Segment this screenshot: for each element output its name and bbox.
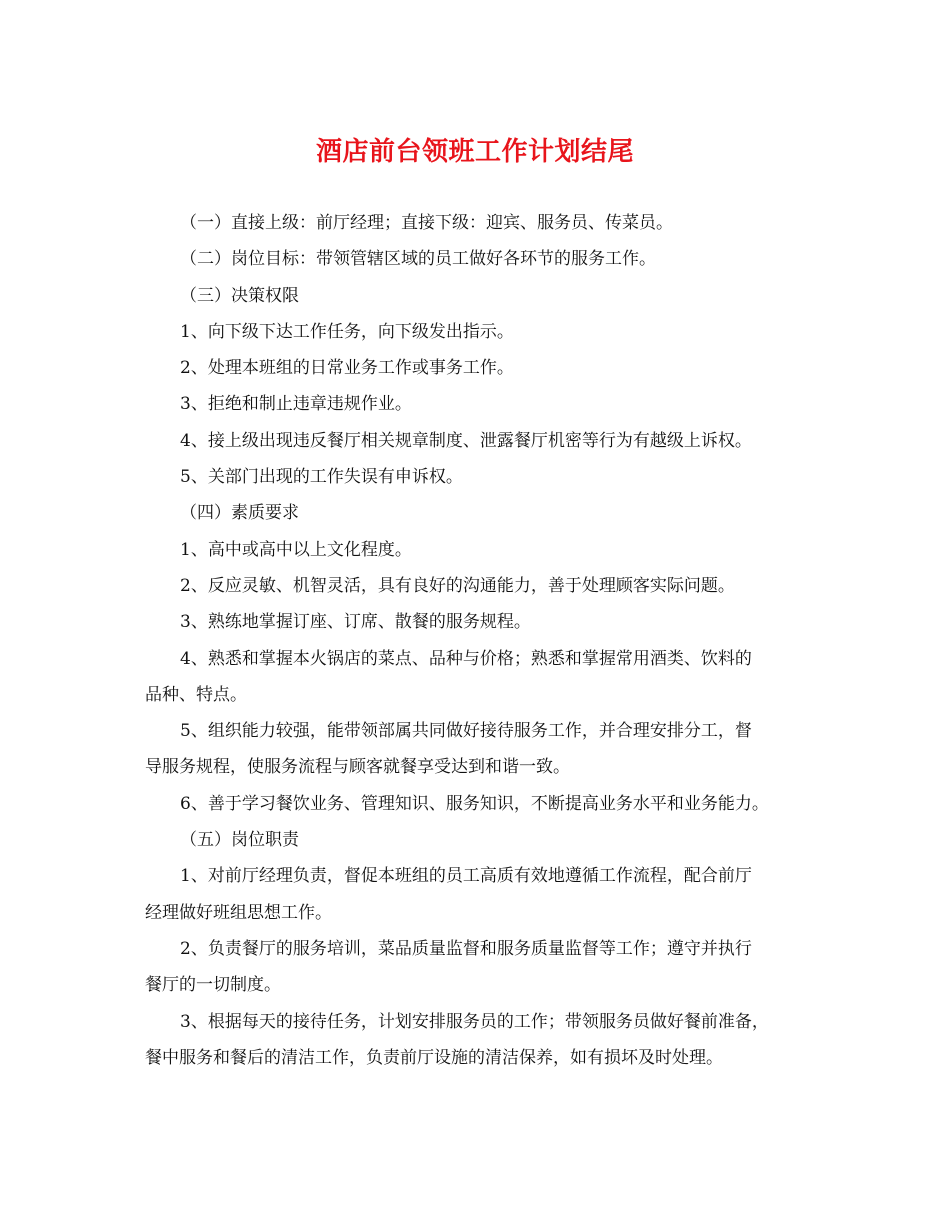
paragraph-line: 5、关部门出现的工作失误有申诉权。 [180, 467, 463, 488]
paragraph-line: 3、熟练地掌握订座、订席、散餐的服务规程。 [180, 612, 531, 633]
paragraph-line: 6、善于学习餐饮业务、管理知识、服务知识，不断提高业务水平和业务能力。 [180, 793, 769, 814]
paragraph-continuation-line: 经理做好班组思想工作。 [145, 902, 332, 923]
paragraph-line: 1、向下级下达工作任务，向下级发出指示。 [180, 321, 514, 342]
section-heading: （三）决策权限 [180, 285, 299, 306]
paragraph-line: 3、拒绝和制止违章违规作业。 [180, 394, 412, 415]
paragraph-line: 3、根据每天的接待任务，计划安排服务员的工作；带领服务员做好餐前准备， [180, 1011, 769, 1032]
paragraph-continuation-line: 餐中服务和餐后的清洁工作，负责前厅设施的清洁保养，如有损坏及时处理。 [145, 1047, 723, 1068]
document-body [145, 205, 825, 1076]
section-heading: （四）素质要求 [180, 503, 299, 524]
paragraph-line: 2、处理本班组的日常业务工作或事务工作。 [180, 358, 514, 379]
paragraph-line: 4、熟悉和掌握本火锅店的菜点、品种与价格；熟悉和掌握常用酒类、饮料的 [180, 648, 752, 669]
paragraph-line: 5、组织能力较强，能带领部属共同做好接待服务工作，并合理安排分工，督 [180, 721, 752, 742]
paragraph-continuation-line: 品种、特点。 [145, 684, 247, 705]
paragraph-line: 4、接上级出现违反餐厅相关规章制度、泄露餐厅机密等行为有越级上诉权。 [180, 430, 752, 451]
paragraph-line: （二）岗位目标：带领管辖区域的员工做好各环节的服务工作。 [180, 249, 656, 270]
paragraph-line: 2、负责餐厅的服务培训，菜品质量监督和服务质量监督等工作；遵守并执行 [180, 938, 752, 959]
paragraph-continuation-line: 导服务规程，使服务流程与顾客就餐享受达到和谐一致。 [145, 757, 570, 778]
paragraph-line: 2、反应灵敏、机智灵活，具有良好的沟通能力，善于处理顾客实际问题。 [180, 575, 735, 596]
paragraph-line: 1、对前厅经理负责，督促本班组的员工高质有效地遵循工作流程，配合前厅 [180, 866, 752, 887]
paragraph-continuation-line: 餐厅的一切制度。 [145, 975, 281, 996]
section-heading: （五）岗位职责 [180, 830, 299, 851]
document-title: 酒店前台领班工作计划结尾 [315, 137, 634, 167]
paragraph-line: （一）直接上级：前厅经理；直接下级：迎宾、服务员、传菜员。 [180, 213, 673, 233]
paragraph-line: 1、高中或高中以上文化程度。 [180, 539, 412, 560]
